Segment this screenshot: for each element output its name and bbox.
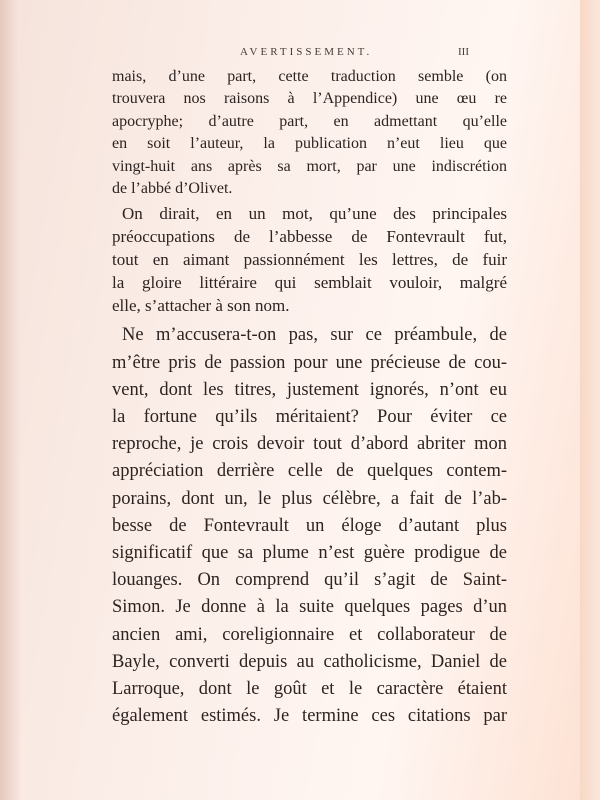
facing-page-edge <box>0 0 21 800</box>
paragraph <box>112 322 507 730</box>
text-line: On dirait, en un mot, qu’une des principales <box>122 204 507 224</box>
text-line: de l’abbé d’Olivet. <box>112 180 233 198</box>
paragraph <box>112 202 507 317</box>
text-line: m’être pris de passion pour une précieuse de cou- <box>112 352 507 373</box>
text-line: tout en aimant passionnément les lettres, de fuir <box>112 250 507 270</box>
text-line: la gloire littéraire qui semblait vouloir, malgré <box>112 273 507 293</box>
text-line: porains, dont un, le plus célèbre, a fait de l’ab- <box>112 488 507 509</box>
text-line: reproche, je crois devoir tout d’abord abriter mon <box>112 434 507 455</box>
text-line: Ne m’accusera-t-on pas, sur ce préambule, de <box>122 325 507 346</box>
paragraph <box>112 66 507 200</box>
text-line: louanges. On comprend qu’il s’agit de Saint- <box>112 570 507 591</box>
text-line: en soit l’auteur, la publication n’eut lieu que <box>112 135 507 153</box>
text-line: également estimés. Je termine ces citations par <box>112 706 507 727</box>
body-text <box>112 66 507 730</box>
text-line: besse de Fontevrault un éloge d’autant plus <box>112 515 507 536</box>
text-line: vingt-huit ans après sa mort, par une indiscrétion <box>112 157 507 175</box>
text-line: appréciation derrière celle de quelques contem- <box>112 461 507 482</box>
page-edge-right <box>580 0 600 800</box>
text-line: elle, s’attacher à son nom. <box>112 296 290 316</box>
text-line: mais, d’une part, cette traduction semble (on <box>112 68 507 85</box>
text-line: Simon. Je donne à la suite quelques pages d’un <box>112 597 507 618</box>
text-line: vent, dont les titres, justement ignorés, n’ont eu <box>112 379 507 400</box>
running-head: AVERTISSEMENT. <box>240 46 373 58</box>
text-line: apocryphe; d’autre part, en admettant qu’elle <box>112 112 507 130</box>
text-line: trouvera nos raisons à l’Appendice) une œu re <box>112 90 507 108</box>
text-line: préoccupations de l’abbesse de Fontevrault fut, <box>112 227 507 247</box>
text-line: Larroque, dont le goût et le caractère étaient <box>112 679 507 700</box>
text-line: Bayle, converti depuis au catholicisme, Daniel de <box>112 651 507 672</box>
text-line: significatif que sa plume n’est guère prodigue de <box>112 543 507 564</box>
text-line: ancien ami, coreligionnaire et collaborateur de <box>112 624 507 645</box>
page-number: III <box>458 46 469 58</box>
text-line: la fortune qu’ils méritaient? Pour éviter ce <box>112 407 507 428</box>
